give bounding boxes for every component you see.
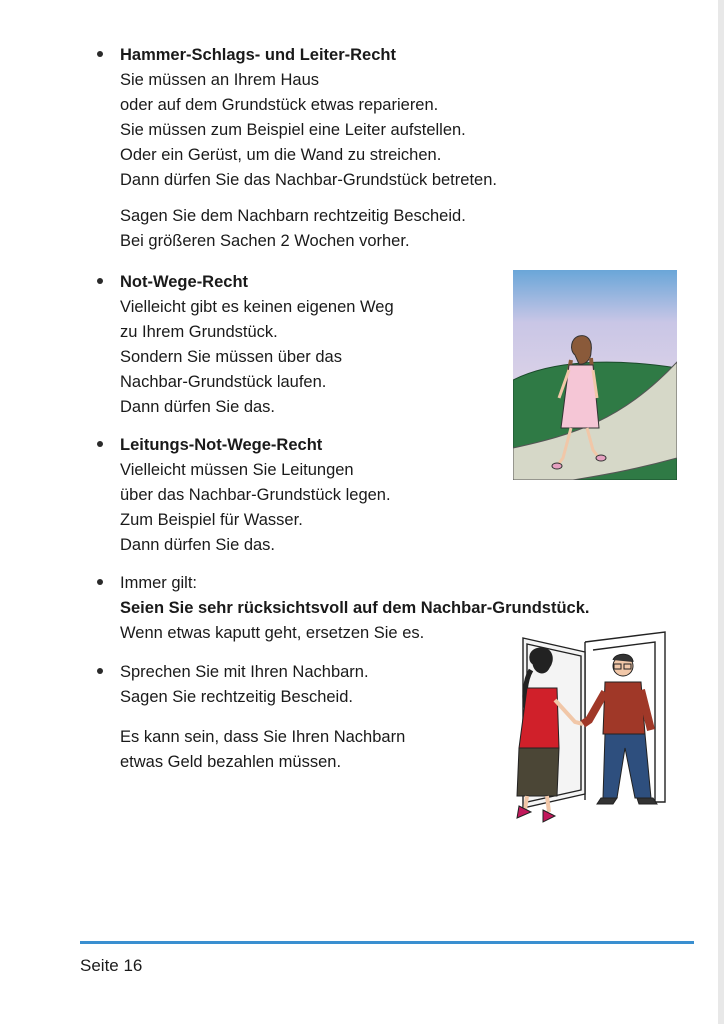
section-hammer-schlags-recht [120,43,640,193]
text-line: etwas Geld bezahlen müssen. [120,753,342,771]
page-number: Seite 16 [80,956,143,975]
text-line: Dann dürfen Sie das Nachbar-Grundstück betreten. [120,171,497,189]
text-line: Bei größeren Sachen 2 Wochen vorher. [120,232,410,250]
section-not-wege-recht [120,270,490,420]
text-line: Dann dürfen Sie das. [120,536,276,554]
bullet-icon [97,668,103,674]
text-line: Dann dürfen Sie das. [120,398,276,416]
section-heading: Not-Wege-Recht [120,273,249,291]
text-line: Sagen Sie rechtzeitig Bescheid. [120,688,353,706]
text-line: oder auf dem Grundstück etwas reparieren. [120,96,439,114]
bullet-icon [97,278,103,284]
text-line: zu Ihrem Grundstück. [120,323,278,341]
text-line: Sagen Sie dem Nachbarn rechtzeitig Bescheid. [120,207,466,225]
text-line: über das Nachbar-Grundstück legen. [120,486,391,504]
text-line: Sprechen Sie mit Ihren Nachbarn. [120,663,369,681]
text-line: Vielleicht gibt es keinen eigenen Weg [120,298,394,316]
section-heading: Leitungs-Not-Wege-Recht [120,436,323,454]
text-line: Vielleicht müssen Sie Leitungen [120,461,354,479]
text-line: Nachbar-Grundstück laufen. [120,373,327,391]
text-line: Sondern Sie müssen über das [120,348,342,366]
section-hammer-note [120,204,640,254]
bullet-icon [97,51,103,57]
section-sprechen-note [120,725,490,775]
bullet-icon [97,579,103,585]
text-line: Es kann sein, dass Sie Ihren Nachbarn [120,728,406,746]
section-sprechen [120,660,490,710]
emphasis-line: Seien Sie sehr rücksichtsvoll auf dem Nachbar-Grundstück. [120,599,590,617]
text-line: Wenn etwas kaputt geht, ersetzen Sie es. [120,624,425,642]
text-line: Zum Beispiel für Wasser. [120,511,303,529]
bullet-icon [97,441,103,447]
section-leitungs-not-wege-recht [120,433,640,558]
footer-rule [80,941,694,944]
section-heading: Hammer-Schlags- und Leiter-Recht [120,46,396,64]
neighbors-handshake-door-illustration [505,630,675,828]
page-edge [718,0,724,1024]
text-line: Sie müssen an Ihrem Haus [120,71,320,89]
text-line: Oder ein Gerüst, um die Wand zu streichen. [120,146,442,164]
text-line: Sie müssen zum Beispiel eine Leiter aufstellen. [120,121,466,139]
text-line: Immer gilt: [120,574,198,592]
